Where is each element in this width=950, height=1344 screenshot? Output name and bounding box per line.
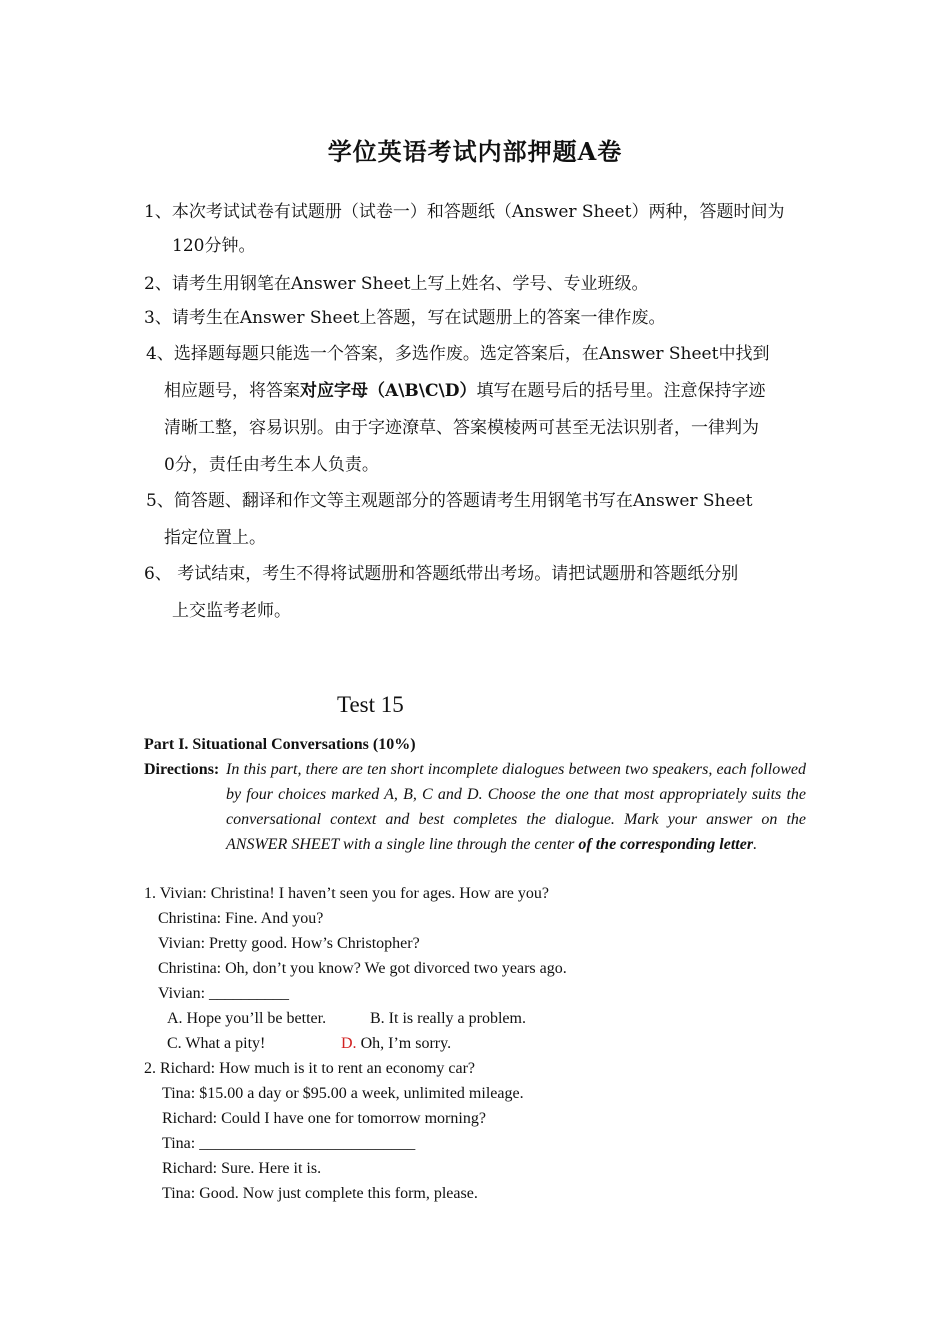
- dialogue-line: Vivian: Pretty good. How’s Christopher?: [158, 935, 420, 952]
- notice-text: 6、 考试结束，考生不得将试题册和答题纸带出考场。请把试题册和答题纸分别: [144, 564, 739, 584]
- dialogue-line: Tina: ___________________________: [162, 1135, 416, 1152]
- test-title: Test 15: [337, 692, 404, 717]
- dialogue-line: Richard: Sure. Here it is.: [162, 1160, 322, 1177]
- notice-text: 清晰工整，容易识别。由于字迹潦草、答案模棱两可甚至无法识别者，一律判为: [164, 418, 759, 438]
- notice-item-6: [144, 560, 738, 625]
- option-d: [341, 1031, 451, 1056]
- directions-body: In this part, there are ten short incomplete dialogues between two speakers, each followed by four choices marked A, B, C and D. Choose the one that most appropriately suits the conversational context and best completes the dialogue. Mark your answer on the ANSWER SHEET with a single line through the center: [226, 761, 806, 853]
- dialogue-line: Christina: Oh, don’t you know? We got divorced two years ago.: [158, 960, 567, 977]
- option-d-text: Oh, I’m sorry.: [356, 1035, 452, 1052]
- dialogue-line: Christina: Fine. And you?: [158, 910, 324, 927]
- dialogue-line: 1. Vivian: Christina! I haven’t seen you for ages. How are you?: [144, 885, 550, 902]
- dialogue-line: 2. Richard: How much is it to rent an economy car?: [144, 1060, 476, 1077]
- option-c: C. What a pity!: [167, 1035, 266, 1052]
- page-title: 学位英语考试内部押题A卷: [327, 137, 623, 166]
- notice-text: 5、简答题、翻译和作文等主观题部分的答题请考生用钢笔书写在Answer Sheet: [146, 491, 753, 511]
- notice-text: 0分，责任由考生本人负责。: [164, 455, 379, 475]
- notice-item-5: [146, 487, 752, 552]
- dialogue-line: Vivian: __________: [158, 985, 290, 1002]
- part-heading: Part I. Situational Conversations (10%): [144, 736, 416, 753]
- option-d-letter: D.: [341, 1035, 357, 1052]
- notice-text: 填写在题号后的括号里。注意保持字迹: [476, 381, 766, 401]
- notice-text: 上交监考老师。: [172, 601, 291, 621]
- notice-text: 指定位置上。: [164, 528, 266, 548]
- directions-text: [226, 757, 806, 857]
- notice-text: 4、选择题每题只能选一个答案，多选作废。选定答案后，在Answer Sheet中找到: [146, 344, 770, 364]
- notice-text: 1、本次考试试卷有试题册（试卷一）和答题纸（Answer Sheet）两种，答题时间为: [144, 202, 785, 222]
- directions-label: Directions:: [144, 761, 220, 778]
- notice-text: 2、请考生用钢笔在Answer Sheet上写上姓名、学号、专业班级。: [144, 274, 649, 294]
- notice-text: 相应题号，将答案: [164, 381, 300, 401]
- notice-text-line: [146, 377, 769, 405]
- notice-emphasis: 对应字母（A\B\C\D）: [300, 381, 477, 401]
- directions-emphasis: of the corresponding letter: [578, 836, 754, 853]
- directions-end: .: [753, 836, 758, 853]
- notice-item-1: [144, 198, 784, 260]
- notice-text: 120分钟。: [172, 236, 256, 256]
- notice-item-3: [144, 304, 665, 332]
- option-b: B. It is really a problem.: [370, 1010, 526, 1027]
- dialogue-line: Tina: $15.00 a day or $95.00 a week, unlimited mileage.: [162, 1085, 524, 1102]
- dialogue-line: Richard: Could I have one for tomorrow morning?: [162, 1110, 486, 1127]
- notice-item-4: [146, 340, 769, 479]
- notice-item-2: [144, 270, 648, 298]
- dialogue-line: Tina: Good. Now just complete this form, please.: [162, 1185, 478, 1202]
- option-a: A. Hope you’ll be better.: [167, 1010, 327, 1027]
- notice-text: 3、请考生在Answer Sheet上答题，写在试题册上的答案一律作废。: [144, 308, 666, 328]
